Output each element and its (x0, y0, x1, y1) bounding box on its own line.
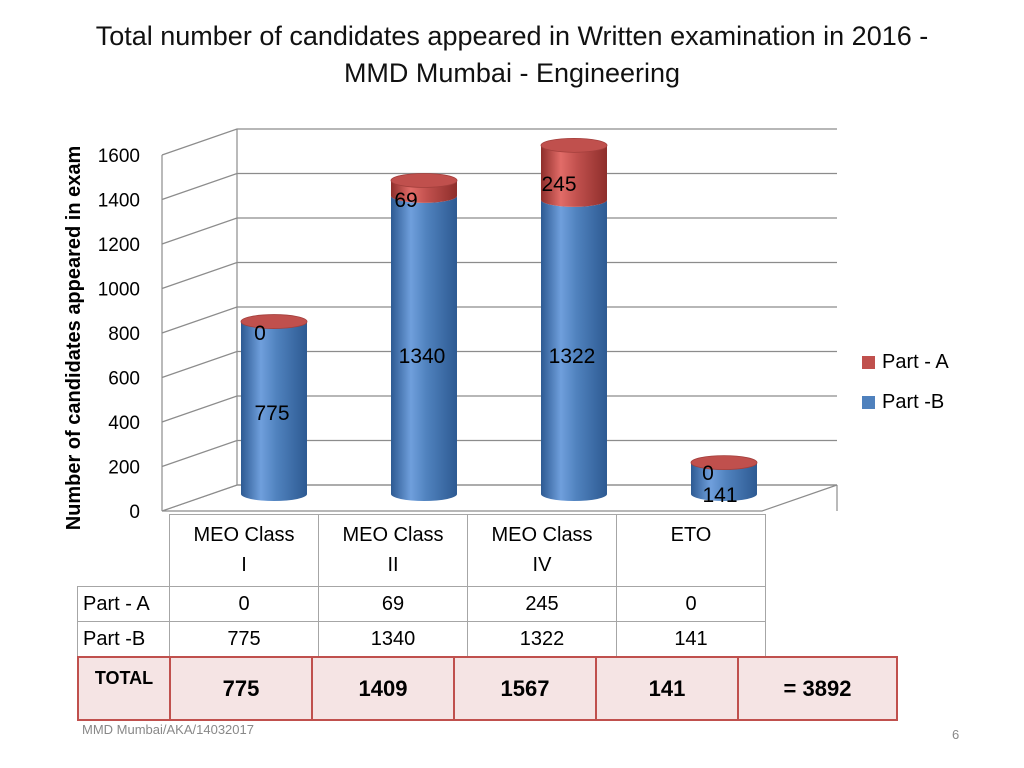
total-value: 775 (170, 657, 312, 720)
value-label-part-a: 69 (394, 189, 418, 212)
chart-title-line1: Total number of candidates appeared in Written examination in 2016 - (95, 21, 929, 51)
gridline (162, 174, 837, 200)
value-label-part-a: 245 (541, 173, 577, 196)
row-label-part-a: Part - A (78, 587, 170, 622)
value-label-part-a: 0 (254, 322, 266, 345)
grand-total: = 3892 (738, 657, 897, 720)
legend-swatch (862, 396, 875, 409)
table-row-part-b (78, 622, 766, 657)
legend-label: Part -B (882, 391, 945, 413)
chart-title-line2: MMD Mumbai - Engineering (343, 58, 681, 88)
y-tick-label: 200 (108, 457, 140, 479)
footer-text: MMD Mumbai/AKA/14032017 (82, 722, 254, 737)
bar-top-cap (691, 456, 757, 470)
table-cell: 1340 (319, 622, 468, 657)
gridline (162, 263, 837, 289)
table-cell: 775 (170, 622, 319, 657)
total-value: 1567 (454, 657, 596, 720)
y-tick-label: 600 (108, 368, 140, 390)
category-cell: MEO Class I (170, 515, 319, 587)
total-row (78, 657, 897, 720)
table-row-part-a (78, 587, 766, 622)
total-table (77, 656, 898, 721)
total-value: 141 (596, 657, 738, 720)
table-cell: 0 (617, 587, 766, 622)
category-cell: MEO Class IV (468, 515, 617, 587)
y-axis-label: Number of candidates appeared in exam (63, 145, 85, 531)
gridline (162, 218, 837, 244)
gridline (162, 129, 837, 155)
value-label-part-b: 141 (702, 484, 738, 507)
value-label-part-b: 1322 (548, 345, 596, 368)
y-tick-label: 400 (108, 413, 140, 434)
table-cell: 0 (170, 587, 319, 622)
legend-label: Part - A (882, 351, 949, 373)
table-corner (78, 515, 170, 587)
value-label-part-a: 0 (702, 462, 714, 485)
value-label-part-b: 1340 (398, 345, 446, 368)
bar-top-cap (241, 315, 307, 329)
legend-swatch (862, 356, 875, 369)
table-cell: 1322 (468, 622, 617, 657)
y-tick-label: 1600 (97, 146, 140, 167)
page-number: 6 (952, 727, 960, 742)
category-cell: ETO (617, 515, 766, 587)
table-cell: 141 (617, 622, 766, 657)
category-cell: MEO Class II (319, 515, 468, 587)
y-tick-label: 1200 (97, 235, 140, 256)
row-label-part-b: Part -B (78, 622, 170, 657)
table-cell: 69 (319, 587, 468, 622)
y-tick-label: 800 (108, 324, 140, 345)
bar-top-cap (541, 138, 607, 152)
category-row (78, 515, 766, 587)
bar-top-cap (391, 173, 457, 187)
data-table (77, 514, 766, 657)
table-cell: 245 (468, 587, 617, 622)
value-label-part-b: 775 (254, 402, 290, 425)
y-tick-label: 1000 (97, 279, 140, 301)
total-label: TOTAL (78, 657, 170, 720)
y-tick-label: 1400 (97, 190, 140, 212)
y-tick-label: 0 (129, 502, 140, 523)
total-value: 1409 (312, 657, 454, 720)
